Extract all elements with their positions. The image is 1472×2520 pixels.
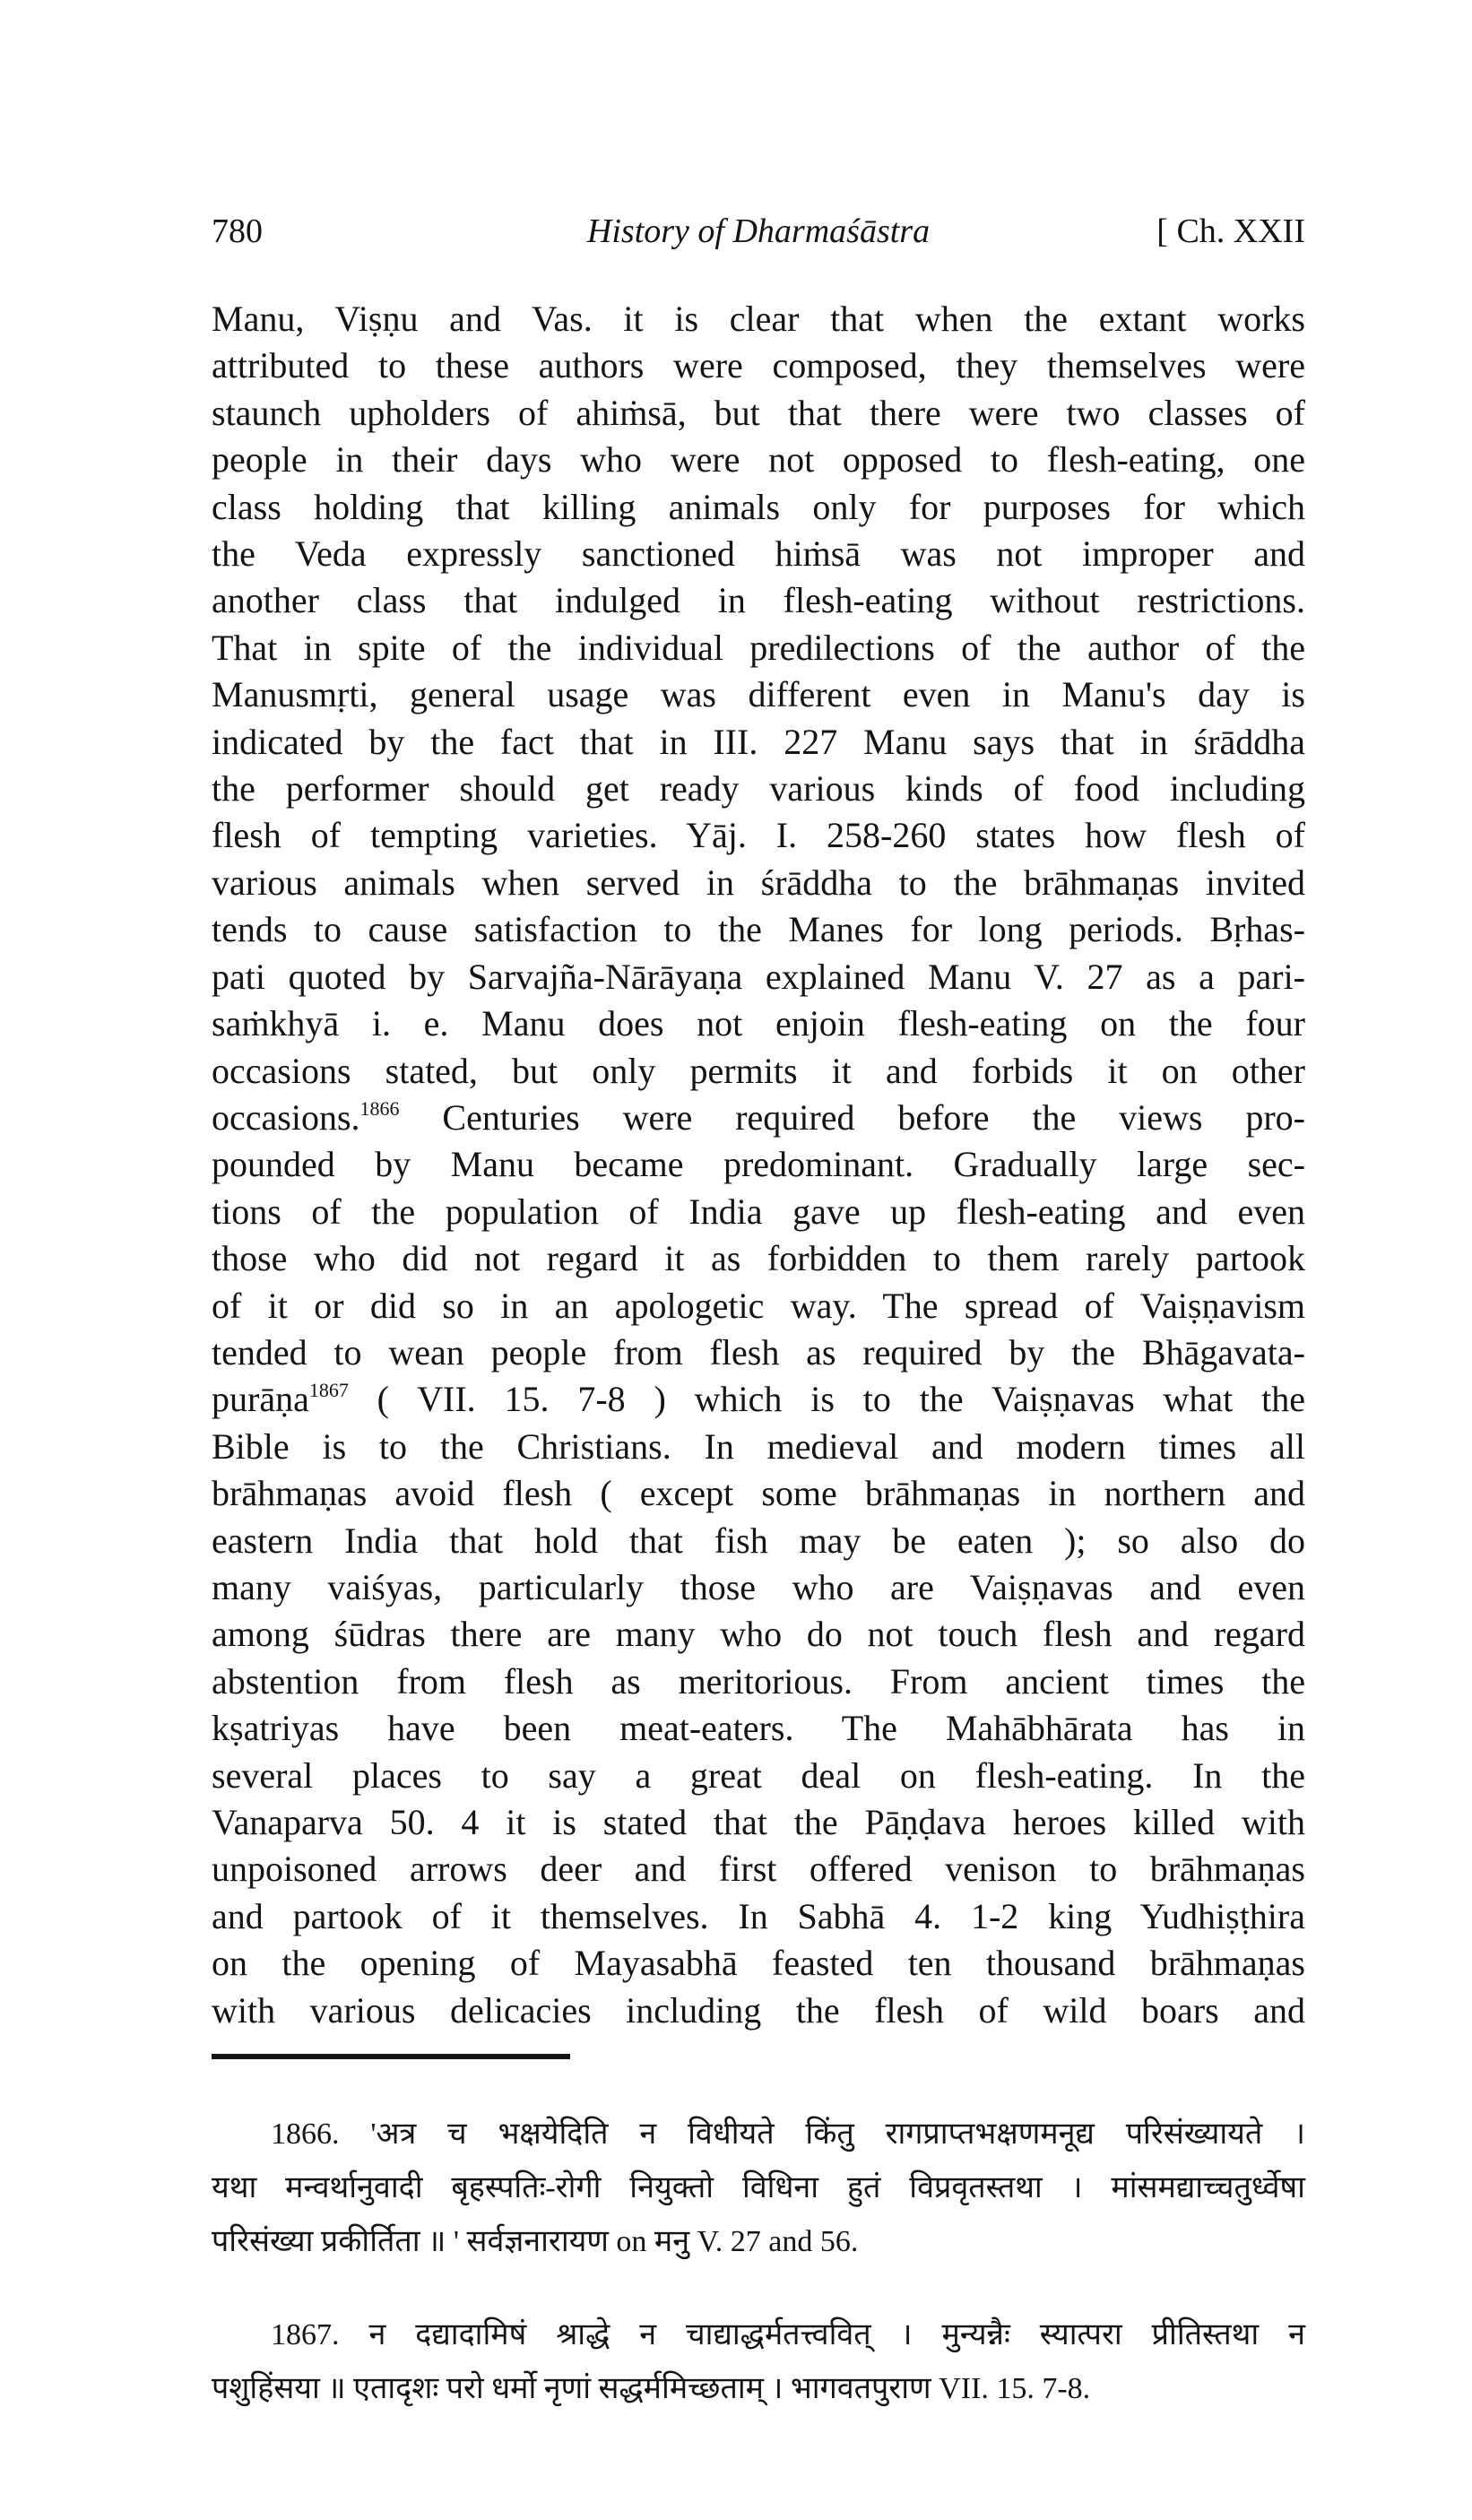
footnote-divider xyxy=(212,2054,570,2059)
footnote-line: परिसंख्या प्रकीर्तिता ॥ ' सर्वज्ञनारायण on मनु V. 27 and 56. xyxy=(212,2225,859,2259)
text-line: Vanaparva 50. 4 it is stated that the Pāṇḍava heroes killed with xyxy=(212,1802,1305,1842)
text-line xyxy=(212,1095,1305,1141)
text-line: indicated by the fact that in III. 227 Manu says that in śrāddha xyxy=(212,721,1305,762)
text-fragment: ( VII. 15. 7-8 ) which is to the Vaiṣṇavas what the xyxy=(348,1379,1305,1420)
text-line: many vaiśyas, particularly those who are Vaiṣṇavas and even xyxy=(212,1566,1305,1607)
text-line: people in their days who were not opposed to flesh-eating, one xyxy=(212,439,1305,481)
footnote-1866 xyxy=(212,2108,1305,2269)
footnote-line xyxy=(212,2308,1305,2362)
text-line: of it or did so in an apologetic way. The spread of Vaiṣṇavism xyxy=(212,1285,1305,1326)
running-title: History of Dharmaśāstra xyxy=(586,212,931,250)
footnote-number: 1866. xyxy=(271,2117,340,2152)
text-line: occasions stated, but only permits it and forbids it on other xyxy=(212,1050,1305,1091)
text-line: Bible is to the Christians. In medieval and modern times all xyxy=(212,1425,1305,1467)
footnote-line: पशुहिंसया ॥ एतादृशः परो धर्मो नृणां सद्धर्ममिच्छताम् । भागवतपुराण VII. 15. 7-8. xyxy=(212,2372,1091,2406)
text-fragment: Centuries were required before the views pro- xyxy=(399,1096,1305,1138)
text-line: another class that indulged in flesh-eating without restrictions. xyxy=(212,580,1305,621)
footnote-text: 'अत्र च भक्षयेदिति न विधीयते किंतु रागप्राप्तभक्षणमनूद्य परिसंख्यायते । xyxy=(339,2117,1305,2152)
chapter-label: [ Ch. XXII xyxy=(1156,212,1305,250)
footnote-reference[interactable]: 1866 xyxy=(359,1096,400,1120)
text-line: among śūdras there are many who do not touch flesh and regard xyxy=(212,1614,1305,1655)
text-line: flesh of tempting varieties. Yāj. I. 258-260 states how flesh of xyxy=(212,815,1305,856)
text-line: Manusmṛti, general usage was different even in Manu's day is xyxy=(212,674,1305,715)
text-line: attributed to these authors were composed, they themselves were xyxy=(212,345,1305,386)
text-line: tended to wean people from flesh as required by the Bhāgavata- xyxy=(212,1331,1305,1373)
text-line: and partook of it themselves. In Sabhā 4. 1-2 king Yudhiṣṭhira xyxy=(212,1895,1305,1936)
text-line: several places to say a great deal on flesh-eating. In the xyxy=(212,1754,1305,1796)
text-line: those who did not regard it as forbidden to them rarely partook xyxy=(212,1238,1305,1279)
text-line: pati quoted by Sarvajña-Nārāyaṇa explained Manu V. 27 as a pari- xyxy=(212,956,1305,997)
footnote-number: 1867. xyxy=(271,2318,340,2352)
text-line: eastern India that hold that fish may be eaten ); so also do xyxy=(212,1520,1305,1561)
footnote-1867 xyxy=(212,2308,1305,2416)
page xyxy=(212,212,1305,2416)
text-line: tions of the population of India gave up flesh-eating and even xyxy=(212,1191,1305,1232)
text-line: That in spite of the individual predilections of the author of the xyxy=(212,627,1305,668)
footnote-line xyxy=(212,2108,1305,2161)
footnote-line: यथा मन्वर्थानुवादी बृहस्पतिः-रोगी नियुक्तो विधिना हुतं विप्रवृतस्तथा । मांसमद्याच्चतुर्ध्वेषा xyxy=(212,2171,1305,2205)
text-line: various animals when served in śrāddha to the brāhmaṇas invited xyxy=(212,862,1305,903)
text-line: the performer should get ready various kinds of food including xyxy=(212,768,1305,810)
text-line: saṁkhyā i. e. Manu does not enjoin flesh-eating on the four xyxy=(212,1003,1305,1044)
text-line: on the opening of Mayasabhā feasted ten thousand brāhmaṇas xyxy=(212,1943,1305,1984)
text-fragment: purāṇa xyxy=(212,1379,309,1420)
text-line xyxy=(212,1376,1305,1423)
footnote-reference[interactable]: 1867 xyxy=(308,1379,349,1402)
text-line: Manu, Viṣṇu and Vas. it is clear that when the extant works xyxy=(212,299,1305,339)
text-line: unpoisoned arrows deer and first offered venison to brāhmaṇas xyxy=(212,1849,1305,1890)
page-number: 780 xyxy=(212,212,263,250)
text-line: brāhmaṇas avoid flesh ( except some brāhmaṇas in northern and xyxy=(212,1473,1305,1514)
body-paragraph xyxy=(212,296,1305,2034)
text-line: with various delicacies including the flesh of wild boars and xyxy=(212,1989,1305,2031)
footnote-text: न दद्यादामिषं श्राद्धे न चाद्याद्धर्मतत्त्ववित् । मुन्यन्नैः स्यात्परा प्रीतिस्तथा न xyxy=(339,2318,1305,2352)
text-line: tends to cause satisfaction to the Manes for long periods. Bṛhas- xyxy=(212,909,1305,950)
text-line: pounded by Manu became predominant. Gradually large sec- xyxy=(212,1144,1305,1185)
text-line: the Veda expressly sanctioned hiṁsā was not improper and xyxy=(212,533,1305,575)
text-fragment: occasions. xyxy=(212,1096,360,1138)
text-line: abstention from flesh as meritorious. From ancient times the xyxy=(212,1660,1305,1702)
text-line: class holding that killing animals only for purposes for which xyxy=(212,486,1305,527)
text-line: kṣatriyas have been meat-eaters. The Mahābhārata has in xyxy=(212,1708,1305,1749)
text-line: staunch upholders of ahiṁsā, but that there were two classes of xyxy=(212,392,1305,433)
running-header xyxy=(212,212,1305,262)
